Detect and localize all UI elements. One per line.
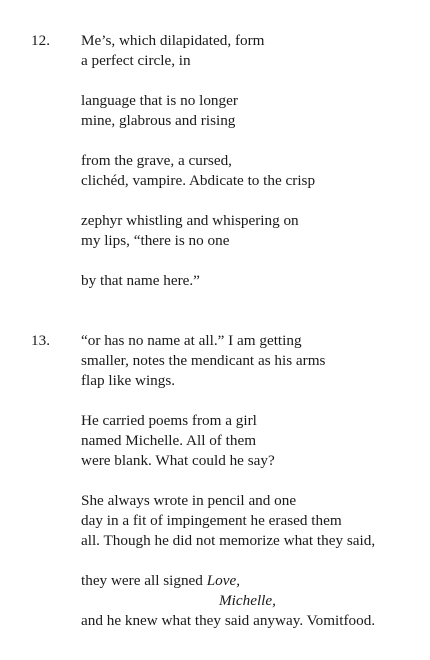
poem-line: language that is no longer <box>81 92 238 109</box>
stanza <box>81 151 421 191</box>
poem-line: were blank. What could he say? <box>81 452 275 469</box>
poem-line: He carried poems from a girl <box>81 412 257 429</box>
poem-line-signed <box>81 571 421 591</box>
stanza <box>81 211 421 251</box>
poem-line: by that name here.” <box>81 272 200 289</box>
signed-love: Love, <box>206 572 241 589</box>
stanza <box>81 271 421 291</box>
section-number: 13. <box>31 332 50 349</box>
poem-line: clichéd, vampire. Abdicate to the crisp <box>81 172 316 189</box>
poem-line: day in a fit of impingement he erased them <box>81 512 342 529</box>
signature-name: Michelle, <box>219 592 276 609</box>
stanza <box>81 331 421 391</box>
stanza <box>81 411 421 471</box>
poem-line: smaller, notes the mendicant as his arms <box>81 352 326 369</box>
poem-line: zephyr whistling and whispering on <box>81 212 299 229</box>
poem-line: She always wrote in pencil and one <box>81 492 297 509</box>
stanza-group <box>81 331 421 631</box>
stanza <box>81 31 421 71</box>
poem-line: and he knew what they said anyway. Vomitfood. <box>81 612 376 629</box>
poem-line: named Michelle. All of them <box>81 432 257 449</box>
poem-line: from the grave, a cursed, <box>81 152 232 169</box>
poem-line: my lips, “there is no one <box>81 232 230 249</box>
poem-line: flap like wings. <box>81 372 176 389</box>
final-stanza <box>81 571 421 631</box>
section-number: 12. <box>31 32 50 49</box>
stanza-group <box>81 31 421 291</box>
stanza <box>81 91 421 131</box>
poem-line: “or has no name at all.” I am getting <box>81 332 302 349</box>
poem-line: all. Though he did not memorize what they said, <box>81 532 376 549</box>
poem-line: mine, glabrous and rising <box>81 112 236 129</box>
stanza <box>81 491 421 551</box>
signed-prefix: they were all signed <box>81 572 207 589</box>
poem-line: a perfect circle, in <box>81 52 191 69</box>
poem-line: Me’s, which dilapidated, form <box>81 32 265 49</box>
